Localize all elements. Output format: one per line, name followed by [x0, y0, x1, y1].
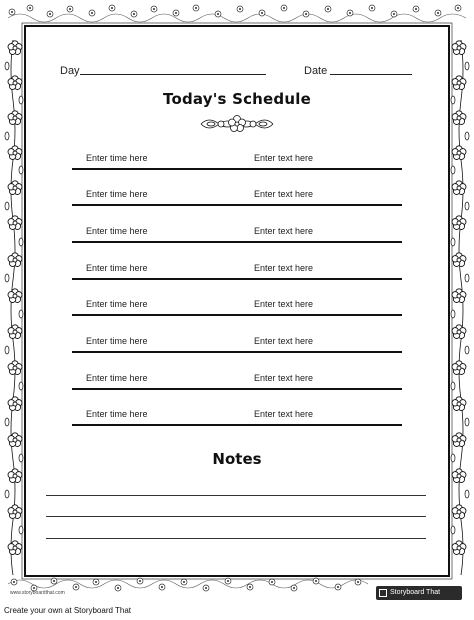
schedule-row: [72, 373, 402, 409]
flower-ornament-icon: [199, 114, 275, 134]
time-field[interactable]: Enter time here: [86, 263, 148, 273]
note-line[interactable]: [46, 495, 426, 496]
storyboard-logo-icon: [379, 589, 387, 597]
text-field[interactable]: Enter text here: [254, 226, 314, 236]
time-field[interactable]: Enter time here: [86, 373, 148, 383]
time-field[interactable]: Enter time here: [86, 153, 148, 163]
row-line: [72, 388, 402, 390]
schedule-row: [72, 336, 402, 372]
row-line: [72, 168, 402, 170]
row-line: [72, 278, 402, 280]
notes-title: Notes: [212, 450, 262, 468]
text-field[interactable]: Enter text here: [254, 189, 314, 199]
logo-label: Storyboard That: [390, 589, 441, 596]
time-field[interactable]: Enter time here: [86, 189, 148, 199]
row-line: [72, 351, 402, 353]
time-field[interactable]: Enter time here: [86, 299, 148, 309]
day-field[interactable]: [80, 74, 266, 75]
text-field[interactable]: Enter text here: [254, 263, 314, 273]
row-line: [72, 241, 402, 243]
schedule-title: Today's Schedule: [163, 90, 311, 108]
schedule-row: [72, 153, 402, 189]
date-field[interactable]: [330, 74, 412, 75]
watermark: www.storyboardthat.com: [10, 590, 65, 596]
storyboard-logo[interactable]: [376, 586, 462, 600]
note-line[interactable]: [46, 516, 426, 517]
time-field[interactable]: Enter time here: [86, 226, 148, 236]
footer-bar: [0, 602, 474, 620]
text-field[interactable]: Enter text here: [254, 153, 314, 163]
text-field[interactable]: Enter text here: [254, 336, 314, 346]
schedule-row: [72, 226, 402, 262]
row-line: [72, 424, 402, 426]
schedule-row: [72, 189, 402, 225]
time-field[interactable]: Enter time here: [86, 336, 148, 346]
text-field[interactable]: Enter text here: [254, 373, 314, 383]
text-field[interactable]: Enter text here: [254, 299, 314, 309]
note-line[interactable]: [46, 538, 426, 539]
schedule-row: [72, 263, 402, 299]
row-line: [72, 314, 402, 316]
schedule-row: [72, 299, 402, 335]
row-line: [72, 204, 402, 206]
day-label: Day: [60, 65, 80, 77]
date-label: Date: [304, 65, 328, 77]
schedule-row: [72, 409, 402, 445]
time-field[interactable]: Enter time here: [86, 409, 148, 419]
text-field[interactable]: Enter text here: [254, 409, 314, 419]
footer-link[interactable]: Create your own at Storyboard That: [4, 606, 132, 615]
